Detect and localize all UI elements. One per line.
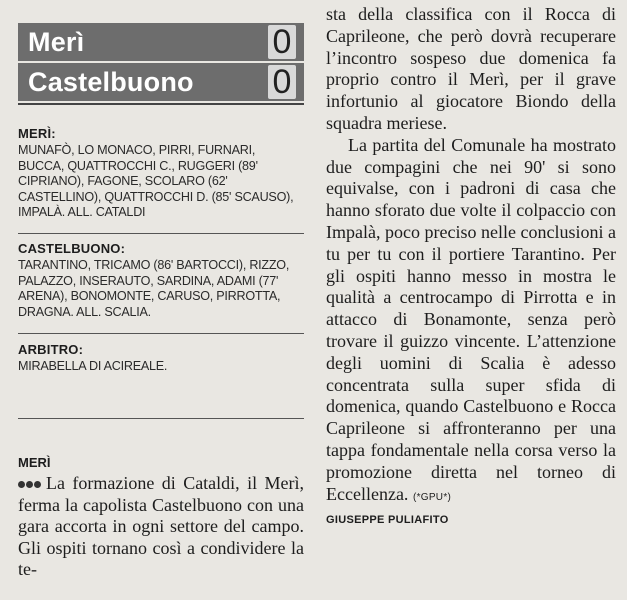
article-paragraph-1: sta della classifica con il Rocca di Caprileone, che però dovrà recuperare l’incontro sospeso due domenica fa proprio contro il Merì, per il grave infortunio al giocatore Biondo della squadra meriese. (326, 4, 616, 133)
away-team-score: 0 (268, 65, 296, 99)
article-paragraph-2-block (326, 135, 616, 509)
lineup-castelbuono-players: TARANTINO, TRICAMO (86' BARTOCCI), RIZZO, PALAZZO, INSERAUTO, SARDINA, ADAMI (77' ARENA), BONOMONTE, CARUSO, PIRROTTA, DRAGNA. ALL. SCALIA. (18, 258, 290, 319)
lineup-castelbuono-heading: CASTELBUONO: (18, 241, 126, 256)
lineup-meri-heading: MERÌ: (18, 126, 56, 141)
away-team-name: Castelbuono (28, 66, 194, 97)
referee-heading: ARBITRO: (18, 342, 84, 357)
lineup-meri-players: MUNAFÒ, LO MONACO, PIRRI, FURNARI, BUCCA, QUATTROCCHI C., RUGGERI (89' CIPRIANO), FAGONE, SCOLARO (62' CASTELLINO), QUATTROCCHI D. (85' SCAUSO), IMPALÀ. ALL. CATALDI (18, 143, 294, 220)
rating-dots-icon (18, 472, 42, 494)
article-signoff: (*GPU*) (412, 491, 452, 503)
chronicle-block (18, 455, 304, 581)
divider (18, 333, 304, 334)
right-column (326, 4, 616, 526)
scoreboard-away-row (18, 63, 304, 101)
chronicle-text-block (18, 472, 304, 581)
scoreboard-divider (18, 103, 304, 105)
chronicle-label: MERÌ (18, 455, 51, 470)
home-team-name: Merì (28, 26, 85, 57)
home-team-score: 0 (268, 25, 296, 59)
lineup-meri (18, 126, 304, 221)
referee-block (18, 342, 304, 375)
left-column (0, 0, 307, 600)
scoreboard-home-row (18, 23, 304, 61)
divider (18, 418, 304, 419)
divider (18, 233, 304, 234)
lineup-castelbuono (18, 241, 304, 320)
chronicle-text: La formazione di Cataldi, il Merì, ferma la capolista Castelbuono con una gara accorta in ogni settore del campo. Gli ospiti tornano così a condividere la te- (18, 473, 304, 580)
referee-name: MIRABELLA DI ACIREALE. (18, 359, 168, 373)
article-paragraph-2: La partita del Comunale ha mostrato due compagini che nei 90' si sono equivalse, con i padroni di casa che hanno sforato due volte il colpaccio con Impalà, poco preciso nelle conclusioni a tu per tu con il portiere Tarantino. Per gli ospiti hanno messo in mostra le qualità a centrocampo di Pirrotta e in attacco di Bonamonte, senza però trovare il guizzo vincente. L’attenzione degli uomini di Scalia è adesso concentrata sulla super sfida di domenica, quando Castelbuono e Rocca Caprileone si affronteranno per una tappa fondamentale nella corsa verso la promozione diretta nel torneo di Eccellenza. (326, 134, 616, 504)
article-author: GIUSEPPE PULIAFITO (326, 514, 449, 527)
